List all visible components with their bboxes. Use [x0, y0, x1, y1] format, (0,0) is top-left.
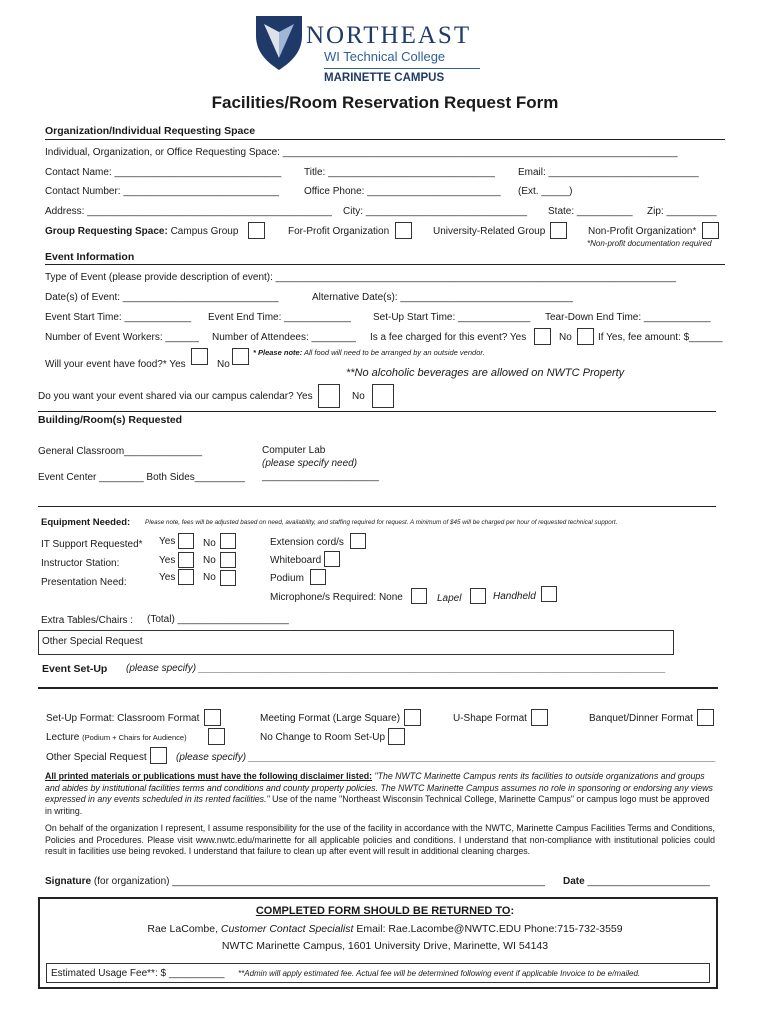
presentation-no-label: No — [203, 572, 216, 583]
instructor-no-checkbox[interactable] — [220, 552, 236, 568]
event-type-field[interactable]: Type of Event (please provide description of event): ________________________________________________________________________ — [45, 272, 677, 283]
podium-label: Podium — [270, 573, 304, 584]
signature-field[interactable]: (for organization) ___________________________________________________________________ — [91, 876, 545, 887]
whiteboard-checkbox[interactable] — [324, 551, 340, 567]
for-profit-label: For-Profit Organization — [288, 226, 390, 237]
lecture-checkbox[interactable] — [208, 728, 225, 745]
date-field[interactable]: ______________________ — [584, 876, 710, 887]
microphone-label: Microphone/s Required: None — [270, 592, 403, 603]
it-no-label: No — [203, 538, 216, 549]
logo-subtitle: WI Technical College — [324, 49, 446, 64]
computer-lab-label: Computer Lab — [262, 445, 326, 456]
classroom-field[interactable]: General Classroom______________ — [38, 446, 203, 457]
calendar-no-label: No — [352, 391, 365, 402]
handheld-label: Handheld — [493, 591, 536, 602]
date-label: Date — [563, 876, 585, 887]
signature-row — [45, 876, 545, 887]
contact-number-field[interactable]: Contact Number: ____________________________ — [45, 186, 280, 197]
shield-logo-icon — [254, 12, 304, 72]
contact-name-field[interactable]: Contact Name: ______________________________ — [45, 167, 282, 178]
classroom-format-checkbox[interactable] — [204, 709, 221, 726]
setup-time-field[interactable]: Set-Up Start Time: _____________ — [373, 312, 531, 323]
office-phone-field[interactable]: Office Phone: ________________________ — [304, 186, 501, 197]
lecture-note: (Podium + Chairs for Audience) — [82, 733, 187, 742]
alt-dates-field[interactable]: Alternative Date(s): _______________________________ — [312, 292, 573, 303]
for-profit-checkbox[interactable] — [395, 222, 412, 239]
attendees-field[interactable]: Number of Attendees: ________ — [212, 332, 356, 343]
section-building: Building/Room(s) Requested — [38, 414, 183, 426]
nonprofit-label: Non-Profit Organization* — [588, 226, 697, 237]
disclaimer-text: All printed materials or publications must have the following disclaimer listed: "The NWTC Marinette Campus rents its facilities to outside organizations and groups and abides by institutional facilities terms and conditions and county property policies. The NWTC Marinette Campus assumes no role in sponsoring or endorsing any views expressed in any events scheduled in its rented facilities." Use of the name "Northeast Wisconsin Technical College, Marinette Campus" or campus logo must be approved in writing. — [45, 771, 713, 816]
food-no-checkbox[interactable] — [232, 348, 249, 365]
lecture-label: Lecture — [46, 732, 80, 743]
banquet-format-checkbox[interactable] — [697, 709, 714, 726]
event-dates-field[interactable]: Date(s) of Event: ____________________________ — [45, 292, 279, 303]
equipment-label: Equipment Needed: — [41, 517, 131, 528]
mic-none-checkbox[interactable] — [411, 588, 427, 604]
instructor-yes-checkbox[interactable] — [178, 552, 194, 568]
instructor-yes-label: Yes — [159, 555, 176, 566]
setup-other-label: Other Special Request — [46, 752, 147, 763]
extension-label: Extension cord/s — [270, 537, 344, 548]
individual-field[interactable]: Individual, Organization, or Office Requesting Space: _______________________________________________________________________ — [45, 147, 678, 158]
form-title: Facilities/Room Reservation Request Form — [211, 93, 559, 112]
equipment-other-label: Other Special Request — [42, 636, 143, 647]
calendar-yes-checkbox[interactable] — [318, 384, 340, 408]
nonprofit-checkbox[interactable] — [702, 222, 719, 239]
date-row — [563, 876, 710, 887]
usage-fee-field[interactable]: Estimated Usage Fee**: $ __________ — [51, 968, 225, 979]
return-address: NWTC Marinette Campus, 1601 University Drive, Marinette, WI 54143 — [221, 940, 549, 952]
setup-other-specify[interactable]: (please specify) ____________________________________________________________________________________ — [176, 752, 716, 763]
tables-total-field[interactable]: (Total) ____________________ — [147, 614, 289, 625]
no-change-label: No Change to Room Set-Up — [260, 732, 386, 743]
logo-campus: MARINETTE CAMPUS — [324, 72, 445, 84]
equipment-other-box[interactable] — [38, 630, 674, 655]
meeting-format-checkbox[interactable] — [404, 709, 421, 726]
ushape-format-checkbox[interactable] — [531, 709, 548, 726]
email-field[interactable]: Email: ___________________________ — [518, 167, 699, 178]
university-checkbox[interactable] — [550, 222, 567, 239]
food-yes-checkbox[interactable] — [191, 348, 208, 365]
presentation-no-checkbox[interactable] — [220, 570, 236, 586]
section-org: Organization/Individual Requesting Space — [45, 125, 256, 137]
city-field[interactable]: City: _____________________________ — [343, 206, 528, 217]
calendar-question: Do you want your event shared via our campus calendar? Yes — [38, 391, 313, 402]
extension-checkbox[interactable] — [350, 533, 366, 549]
start-time-field[interactable]: Event Start Time: ____________ — [45, 312, 192, 323]
responsibility-text: On behalf of the organization I represent, I assume responsibility for the use of the facility in accordance with the NWTC, Marinette Campus Facilities Terms and Conditions, Policies and Procedures. Please visit www.nwtc.edu/marinette for all applicable policies and conditions. I understand that non-compliance with institutional policies could result in facilities use being revoked. I understand that failure to clean up after event will result in additional cleaning charges. — [45, 823, 715, 856]
address-field[interactable]: Address: ____________________________________________ — [45, 206, 332, 217]
presentation-yes-label: Yes — [159, 572, 176, 583]
campus-group-checkbox[interactable] — [248, 222, 265, 239]
it-no-checkbox[interactable] — [220, 533, 236, 549]
fee-no-label: No — [559, 332, 572, 343]
instructor-label: Instructor Station: — [41, 558, 120, 569]
teardown-time-field[interactable]: Tear-Down End Time: ____________ — [545, 312, 711, 323]
presentation-label: Presentation Need: — [41, 577, 127, 588]
lecture-row — [46, 732, 187, 743]
return-heading: COMPLETED FORM SHOULD BE RETURNED TO: — [255, 905, 515, 917]
lapel-label: Lapel — [437, 593, 462, 604]
banquet-format-label: Banquet/Dinner Format — [589, 713, 693, 724]
podium-checkbox[interactable] — [310, 569, 326, 585]
it-yes-checkbox[interactable] — [178, 533, 194, 549]
fee-yes-checkbox[interactable] — [534, 328, 551, 345]
fee-no-checkbox[interactable] — [577, 328, 594, 345]
campus-group-label: Campus Group — [170, 226, 239, 237]
computer-lab-specify: (please specify need) — [262, 458, 358, 469]
handheld-checkbox[interactable] — [541, 586, 557, 602]
section-event: Event Information — [45, 251, 135, 263]
fee-amount-field[interactable]: If Yes, fee amount: $______ — [598, 332, 723, 343]
nonprofit-note: *Non-profit documentation required — [587, 239, 712, 248]
food-question: Will your event have food?* Yes — [45, 359, 186, 370]
it-yes-label: Yes — [159, 536, 176, 547]
it-support-label: IT Support Requested* — [41, 539, 143, 550]
title-field[interactable]: Title: ______________________________ — [304, 167, 495, 178]
whiteboard-label: Whiteboard — [270, 555, 322, 566]
event-center-field[interactable]: Event Center ________ Both Sides_________ — [38, 472, 245, 483]
state-field[interactable]: State: __________ — [548, 206, 633, 217]
alcohol-note: **No alcoholic beverages are allowed on NWTC Property — [346, 367, 625, 379]
signature-label: Signature — [45, 876, 92, 887]
group-row — [45, 226, 238, 237]
setup-label: Event Set-Up — [42, 663, 108, 675]
logo-name: NORTHEAST — [306, 22, 472, 49]
no-change-checkbox[interactable] — [388, 728, 405, 745]
calendar-no-checkbox[interactable] — [372, 384, 394, 408]
lapel-checkbox[interactable] — [470, 588, 486, 604]
equipment-note: Please note, fees will be adjusted based on need, availability, and staffing required for request. A minimum of $45 will be charged per hour of requested technical support. — [145, 519, 618, 526]
return-contact: Rae LaCombe, Customer Contact Specialist Email: Rae.Lacombe@NWTC.EDU Phone:715-732-3559 — [147, 923, 623, 935]
ext-field[interactable]: (Ext. _____) — [518, 186, 573, 197]
logo — [250, 10, 490, 90]
instructor-no-label: No — [203, 555, 216, 566]
usage-fee-note: **Admin will apply estimated fee. Actual fee will be determined following event if applicable Invoice to be e/mailed. — [238, 969, 641, 978]
university-label: University-Related Group — [433, 226, 546, 237]
ushape-format-label: U-Shape Format — [453, 713, 527, 724]
zip-field[interactable]: Zip: _________ — [647, 206, 717, 217]
classroom-format-label: Set-Up Format: Classroom Format — [46, 713, 200, 724]
computer-lab-field[interactable]: _____________________ — [262, 471, 379, 482]
fee-question: Is a fee charged for this event? Yes — [370, 332, 527, 343]
group-label: Group Requesting Space: — [45, 226, 168, 237]
setup-specify-field[interactable]: (please specify) ____________________________________________________________________________________ — [126, 663, 666, 674]
food-no-label: No — [217, 359, 230, 370]
tables-label: Extra Tables/Chairs : — [41, 615, 134, 626]
food-note: * Please note: All food will need to be arranged by an outside vendor. — [253, 348, 485, 357]
setup-other-checkbox[interactable] — [150, 747, 167, 764]
workers-field[interactable]: Number of Event Workers: ______ — [45, 332, 199, 343]
presentation-yes-checkbox[interactable] — [178, 569, 194, 585]
end-time-field[interactable]: Event End Time: ____________ — [208, 312, 351, 323]
meeting-format-label: Meeting Format (Large Square) — [260, 713, 401, 724]
